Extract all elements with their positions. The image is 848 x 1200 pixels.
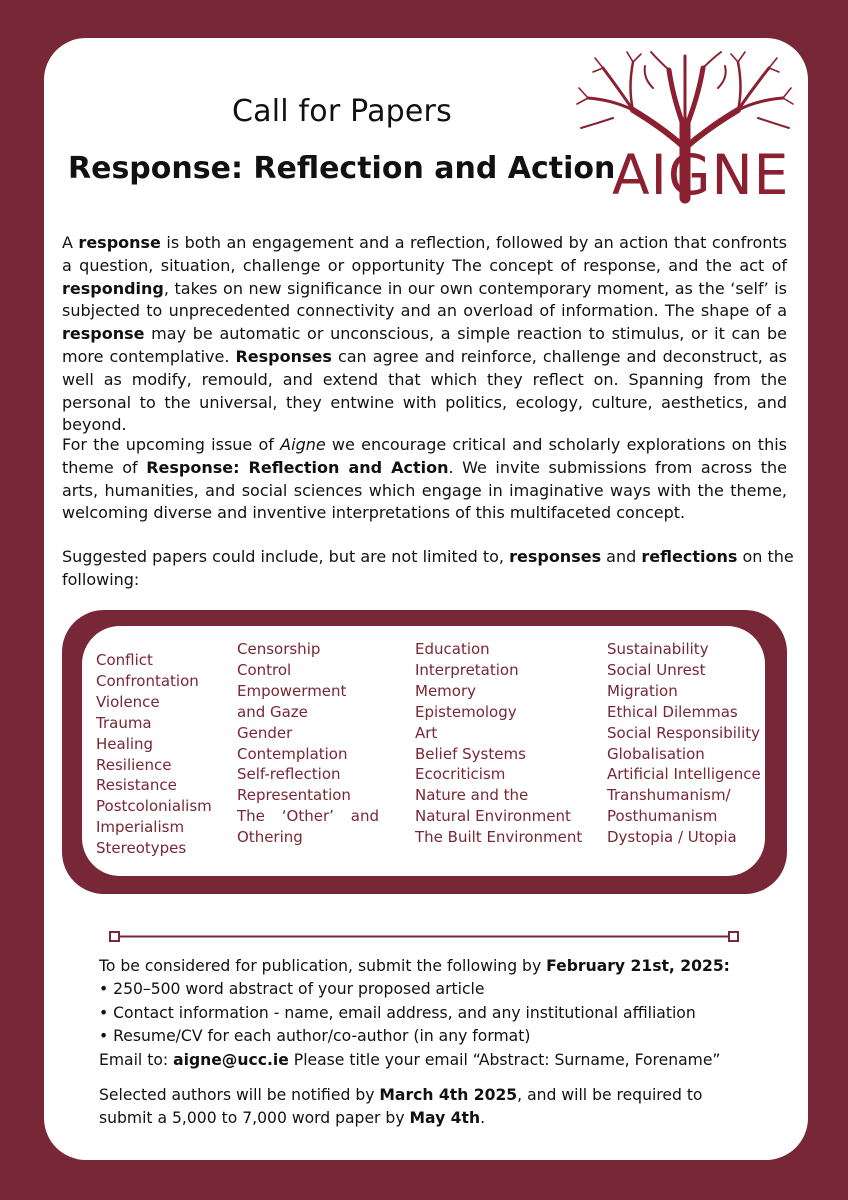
topic-item: Globalisation <box>607 744 705 763</box>
topics-box <box>62 610 787 894</box>
topic-item: Belief Systems <box>415 744 526 763</box>
topics-panel <box>82 626 765 876</box>
topic-item: Empowerment and Gaze <box>237 681 347 721</box>
topic-item: Self-reflection <box>237 765 341 784</box>
topic-item: Trauma <box>96 713 152 732</box>
submission-line: • 250–500 word abstract of your proposed article <box>99 980 485 999</box>
topic-item: Ecocriticism <box>415 765 506 784</box>
divider-line <box>108 930 740 944</box>
topic-item: Dystopia / Utopia <box>607 828 737 847</box>
topic-item: The Built Environment <box>415 828 583 847</box>
submission-line: • Resume/CV for each author/co-author (in any format) <box>99 1027 531 1046</box>
topics-column-3 <box>415 639 582 848</box>
topic-item: Social Unrest <box>607 660 706 679</box>
topic-item: Art <box>415 723 438 742</box>
topic-item: Gender <box>237 723 293 742</box>
topic-item: The ‘Other’ and Othering <box>237 807 379 847</box>
topic-item: Education <box>415 640 490 658</box>
submission-line: • Contact information - name, email address, and any institutional affiliation <box>99 1003 696 1022</box>
topic-item: Natural Environment <box>415 807 571 826</box>
topic-item: Artificial Intelligence <box>607 765 761 784</box>
topic-item: Violence <box>96 692 160 711</box>
topic-item: Healing <box>96 734 154 753</box>
topic-item: Posthumanism <box>607 807 718 826</box>
topic-item: Epistemology <box>415 702 517 721</box>
topic-item: Censorship <box>237 640 321 658</box>
submission-email-line: Email to: aigne@ucc.ie Please title your email “Abstract: Surname, Forename” <box>99 1050 721 1069</box>
topic-item: Resistance <box>96 776 177 795</box>
topic-item: Memory <box>415 681 477 700</box>
call-for-papers-label: Call for Papers <box>232 94 452 129</box>
topic-item: Social Responsibility <box>607 723 761 742</box>
topic-item: Resilience <box>96 755 172 774</box>
notification-paragraph: Selected authors will be notified by March 4th 2025, and will be required to submit a 5,000 to 7,000 word paper by May 4th. <box>99 1086 703 1128</box>
topic-item: Control <box>237 660 292 679</box>
topic-item: Transhumanism/ <box>607 786 731 805</box>
topic-item: Postcolonialism <box>96 797 212 816</box>
submission-instructions <box>99 955 730 1072</box>
topic-item: Nature and the <box>415 786 529 805</box>
topic-item: Representation <box>237 786 351 805</box>
topics-column-4 <box>607 639 761 848</box>
intro-paragraph-3: Suggested papers could include, but are not limited to, responses and reflections on the following: <box>62 547 794 589</box>
topic-item: Confrontation <box>96 671 199 690</box>
page-title: Response: Reflection and Action <box>68 151 616 186</box>
intro-paragraph-1: A response is both an engagement and a reflection, followed by an action that confronts a question, situation, challenge or opportunity The concept of response, and the act of responding, takes on new significance in our own contemporary moment, as the ‘self’ is subjected to unprecedented connectivity and an overload of information. The shape of a response may be automatic or unconscious, a simple reaction to stimulus, or it can be more contemplative. Responses can agree and reinforce, challenge and deconstruct, as well as modify, remould, and extend that which they reflect on. Spanning from the personal to the universal, they entwine with politics, ecology, culture, aesthetics, and beyond. <box>62 233 788 435</box>
topic-item: Conflict <box>96 651 153 669</box>
intro-paragraph-2: For the upcoming issue of Aigne we encourage critical and scholarly explorations on this theme of Response: Reflection and Action. We invite submissions from across the arts, humanities, and social sciences which engage in imaginative ways with the theme, welcoming diverse and inventive interpretations of this multifaceted concept. <box>62 435 788 523</box>
topic-item: Migration <box>607 681 678 700</box>
topics-column-1 <box>96 650 212 859</box>
logo-wordmark: AIGNE <box>612 143 790 207</box>
topic-item: Stereotypes <box>96 839 187 858</box>
topic-item: Interpretation <box>415 660 519 679</box>
topic-item: Sustainability <box>607 640 709 658</box>
topic-item: Ethical Dilemmas <box>607 702 738 721</box>
topic-item: Contemplation <box>237 744 348 763</box>
topic-item: Imperialism <box>96 818 185 837</box>
topics-column-2 <box>237 639 379 848</box>
submission-line: To be considered for publication, submit the following by February 21st, 2025: <box>99 957 730 975</box>
